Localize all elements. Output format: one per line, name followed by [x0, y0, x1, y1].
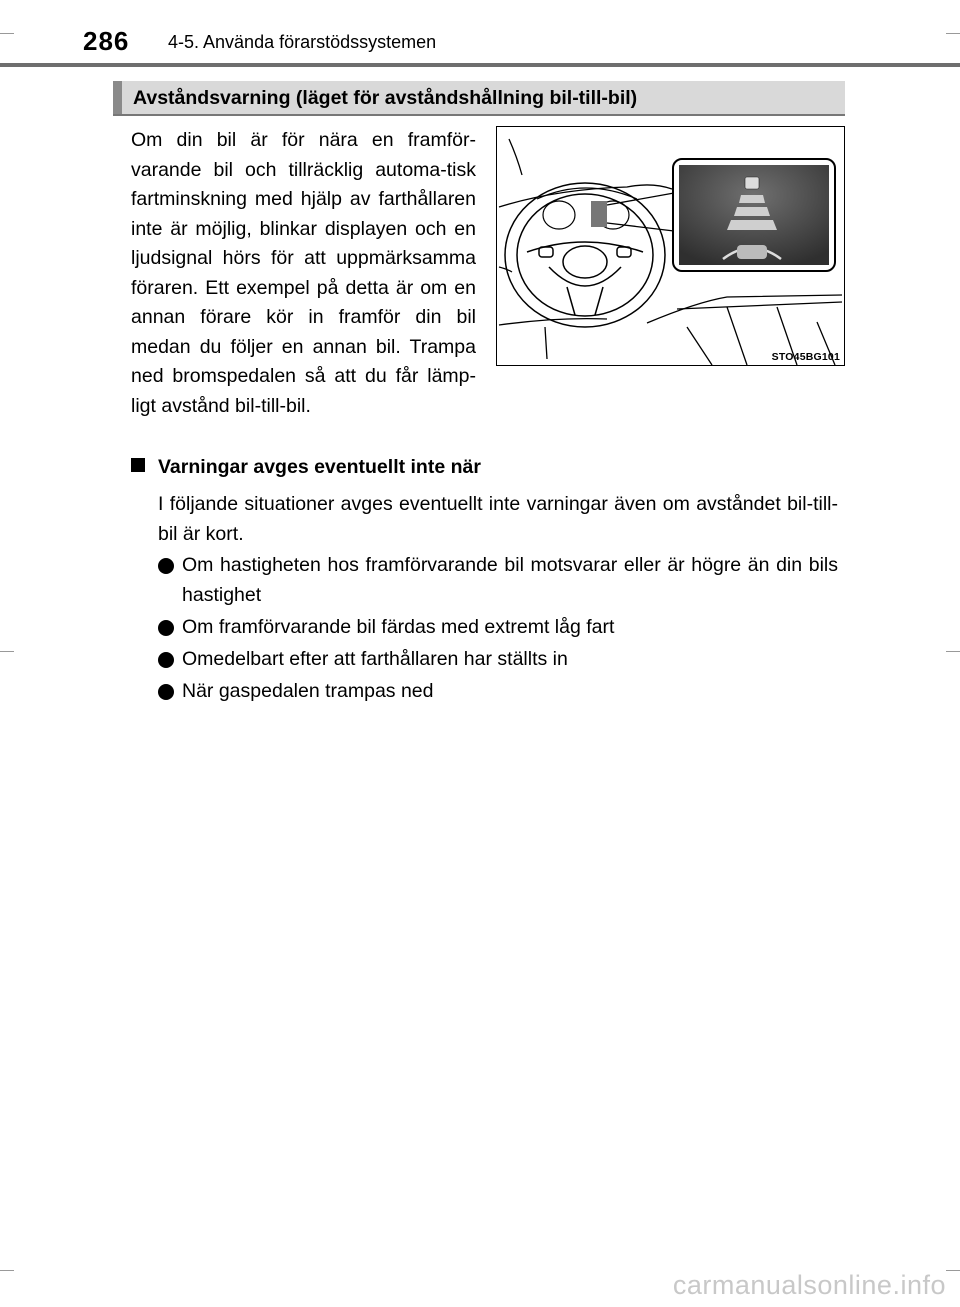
crop-mark	[0, 1270, 14, 1271]
list-item	[158, 613, 838, 643]
list-item	[158, 551, 838, 610]
bullet-dot-icon	[158, 684, 174, 700]
subheading-text: Varningar avges eventuellt inte när	[158, 456, 481, 478]
bullet-dot-icon	[158, 652, 174, 668]
list-item	[158, 677, 838, 707]
page-number: 286	[83, 26, 130, 56]
list-item-text: När gaspedalen trampas ned	[182, 679, 434, 702]
crop-mark	[946, 1270, 960, 1271]
list-item-text: Omedelbart efter att farthållaren har ställts in	[182, 647, 568, 670]
list-item-text: Om framförvarande bil färdas med extremt låg fart	[182, 615, 615, 638]
intro-paragraph: Om din bil är för nära en framför-varande bil och tillräcklig automa-tisk fartminskning med hjälp av farthållaren inte är möjlig, blinkar displayen och en ljudsignal hörs för att uppmärksamma föraren. Ett exempel på detta är om en annan förare kör in framför din bil medan du följer en annan bil. Trampa ned bromspedalen så att du får lämp-ligt avstånd bil-till-bil.	[131, 129, 476, 417]
bullet-dot-icon	[158, 620, 174, 636]
crop-mark	[946, 651, 960, 652]
crop-mark	[0, 33, 14, 34]
bullet-dot-icon	[158, 558, 174, 574]
header-rule	[0, 63, 960, 67]
dashboard-distance-warning-icon	[497, 127, 844, 365]
body-paragraph: I följande situationer avges eventuellt inte varningar även om avståndet bil-till-bil är kort.	[158, 493, 838, 545]
figure-code: STO45BG101	[771, 351, 840, 363]
crop-mark	[0, 651, 14, 652]
section-heading: Avståndsvarning (läget för avståndshållning bil-till-bil)	[133, 87, 638, 109]
watermark: carmanualsonline.info	[672, 1270, 946, 1300]
square-bullet-icon	[131, 458, 145, 472]
bullet-list	[158, 551, 838, 709]
list-item-text: Om hastigheten hos framförvarande bil motsvarar eller är högre än din bils hastighet	[182, 554, 838, 606]
subheading	[131, 456, 481, 479]
crop-mark	[946, 33, 960, 34]
list-item	[158, 645, 838, 675]
section-heading-bar	[113, 81, 845, 116]
dashboard-illustration	[496, 126, 845, 366]
running-section-title: 4-5. Använda förarstödssystemen	[168, 32, 437, 52]
